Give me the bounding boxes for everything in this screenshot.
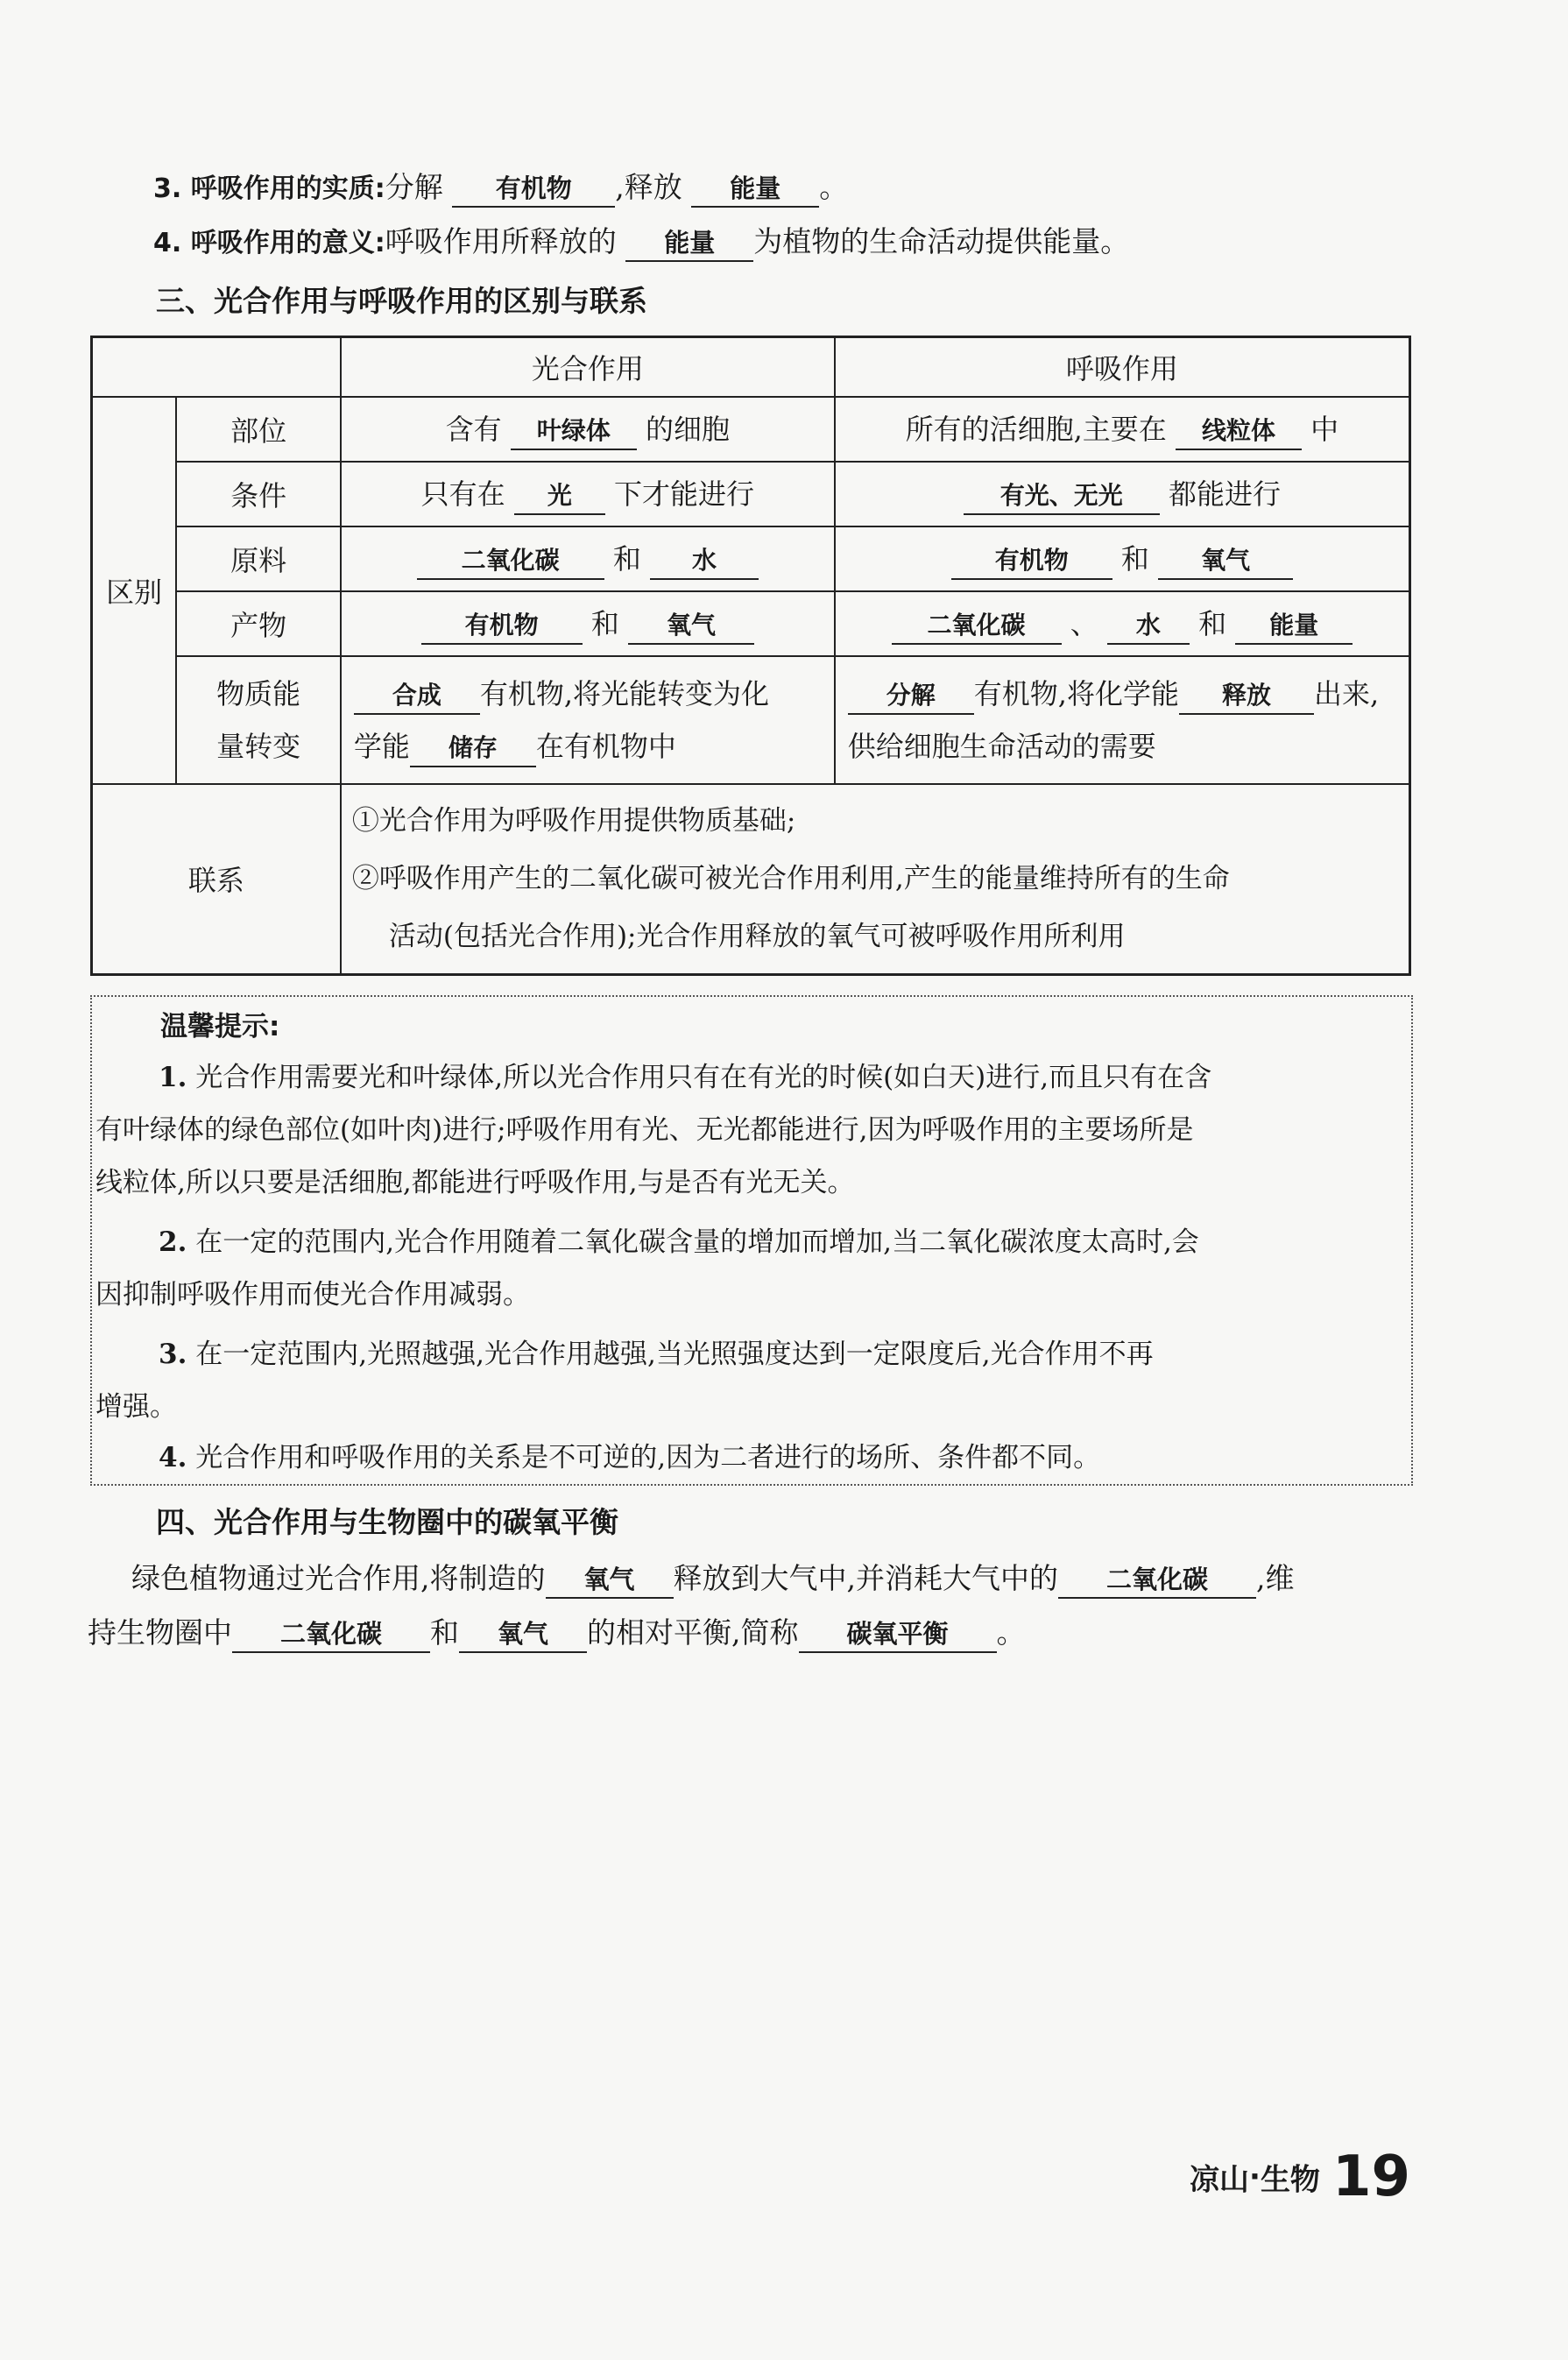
table-row: 物质能 量转变 合成 有机物,将光能转变为化 学能 储存 在有机物中 分解 有机物,将化学能 释放 出来, 供给细胞生命活动的需要 (92, 656, 1410, 784)
row-label: 条件 (176, 462, 341, 526)
tip-1: 1. 光合作用需要光和叶绿体,所以光合作用只有在有光的时候(如白天)进行,而且只有在含 (159, 1062, 1212, 1093)
link-point-1: ①光合作用为呼吸作用提供物质基础; (351, 805, 796, 837)
footer-region: 凉山 (1190, 2162, 1250, 2198)
answer-blank: 氧气 (628, 608, 754, 645)
section-three-title: 三、光合作用与呼吸作用的区别与联系 (156, 284, 647, 318)
answer-blank: 氧气 (546, 1562, 674, 1599)
table-header-row (92, 337, 1410, 397)
tips-title: 温馨提示: (160, 1011, 280, 1042)
link-point-2-cont: 活动(包括光合作用);光合作用释放的氧气可被呼吸作用所利用 (388, 921, 1126, 953)
carbon-oxygen-line-1: 绿色植物通过光合作用,将制造的 氧气 释放到大气中,并消耗大气中的 二氧化碳 ,维 (131, 1558, 1295, 1600)
row-label: 产物 (176, 591, 341, 656)
answer-blank: 二氧化碳 (1058, 1562, 1256, 1599)
tip-4: 4. 光合作用和呼吸作用的关系是不可逆的,因为二者进行的场所、条件都不同。 (159, 1442, 1101, 1473)
link-row (92, 784, 1410, 975)
answer-blank: 能量 (691, 171, 819, 208)
answer-blank: 能量 (625, 225, 753, 262)
answer-blank: 有机物 (452, 171, 615, 208)
answer-blank: 水 (1107, 608, 1190, 645)
answer-blank: 二氧化碳 (232, 1616, 430, 1653)
comparison-table (90, 336, 1411, 976)
answer-blank: 有光、无光 (964, 478, 1160, 515)
page-footer: 凉山·生物 19 (1190, 2144, 1410, 2209)
answer-blank: 线粒体 (1176, 413, 1302, 450)
respiration-header: 呼吸作用 (835, 337, 1410, 397)
answer-blank: 光 (514, 478, 605, 515)
section-four-title: 四、光合作用与生物圈中的碳氧平衡 (156, 1505, 618, 1539)
answer-blank: 分解 (848, 678, 974, 715)
answer-blank: 能量 (1235, 608, 1353, 645)
footer-subject: 生物 (1260, 2162, 1320, 2198)
tip-2: 2. 在一定的范围内,光合作用随着二氧化碳含量的增加而增加,当二氧化碳浓度太高时,会 (159, 1226, 1199, 1258)
link-label: 联系 (92, 784, 341, 975)
tip-3: 3. 在一定范围内,光照越强,光合作用越强,当光照强度达到一定限度后,光合作用不再 (159, 1339, 1154, 1370)
answer-blank: 释放 (1179, 678, 1314, 715)
row-label: 原料 (176, 526, 341, 591)
photosynthesis-header: 光合作用 (341, 337, 835, 397)
table-row: 产物 有机物 和 氧气 二氧化碳 、 水 和 能量 (92, 591, 1410, 656)
answer-blank: 水 (650, 543, 759, 580)
answer-blank: 储存 (410, 731, 536, 767)
answer-blank: 碳氧平衡 (799, 1616, 997, 1653)
link-point-2: ②呼吸作用产生的二氧化碳可被光合作用利用,产生的能量维持所有的生命 (351, 863, 1230, 895)
carbon-oxygen-line-2: 持生物圈中 二氧化碳 和 氧气 的相对平衡,简称 碳氧平衡 。 (88, 1612, 1026, 1654)
respiration-essence-line: 3. 呼吸作用的实质:分解 有机物 ,释放 能量 。 (153, 166, 848, 210)
answer-blank: 有机物 (421, 608, 583, 645)
tips-box: 温馨提示: 1. 光合作用需要光和叶绿体,所以光合作用只有在有光的时候(如白天)进行,而且只有在含 有叶绿体的绿色部位(如叶肉)进行;呼吸作用有光、无光都能进行,因为呼吸作用的主要场所是 线粒体,所以只要是活细胞,都能进行呼吸作用,与是否有光无关。 2. 在一定的范围内,光合作用随着二氧化碳含量的增加而增加,当二氧化碳浓度太高时,会 因抑制呼吸作用而使光合作用减弱。 3. 在一定范围内,光照越强,光合作用越强,当光照强度达到一定限度后,光合作用不再 增强。 4. 光合作用和呼吸作用的关系是不可逆的,因为二者进行的场所、条件都不同。 (90, 995, 1413, 1486)
respiration-meaning-line: 4. 呼吸作用的意义:呼吸作用所释放的 能量 为植物的生命活动提供能量。 (153, 221, 1129, 265)
row-label: 部位 (176, 397, 341, 462)
table-row: 条件 只有在 光 下才能进行 有光、无光 都能进行 (92, 462, 1410, 526)
answer-blank: 有机物 (951, 543, 1112, 580)
answer-blank: 氧气 (1158, 543, 1293, 580)
table-row: 原料 二氧化碳 和 水 有机物 和 氧气 (92, 526, 1410, 591)
table-row: 区别 部位 含有 叶绿体 的细胞 所有的活细胞,主要在 线粒体 中 (92, 397, 1410, 462)
answer-blank: 二氧化碳 (417, 543, 604, 580)
answer-blank: 叶绿体 (511, 413, 637, 450)
answer-blank: 氧气 (459, 1616, 587, 1653)
answer-blank: 二氧化碳 (892, 608, 1062, 645)
page-number: 19 (1331, 2144, 1410, 2209)
row-label: 物质能 量转变 (176, 656, 341, 784)
difference-label: 区别 (92, 397, 177, 784)
answer-blank: 合成 (354, 678, 480, 715)
